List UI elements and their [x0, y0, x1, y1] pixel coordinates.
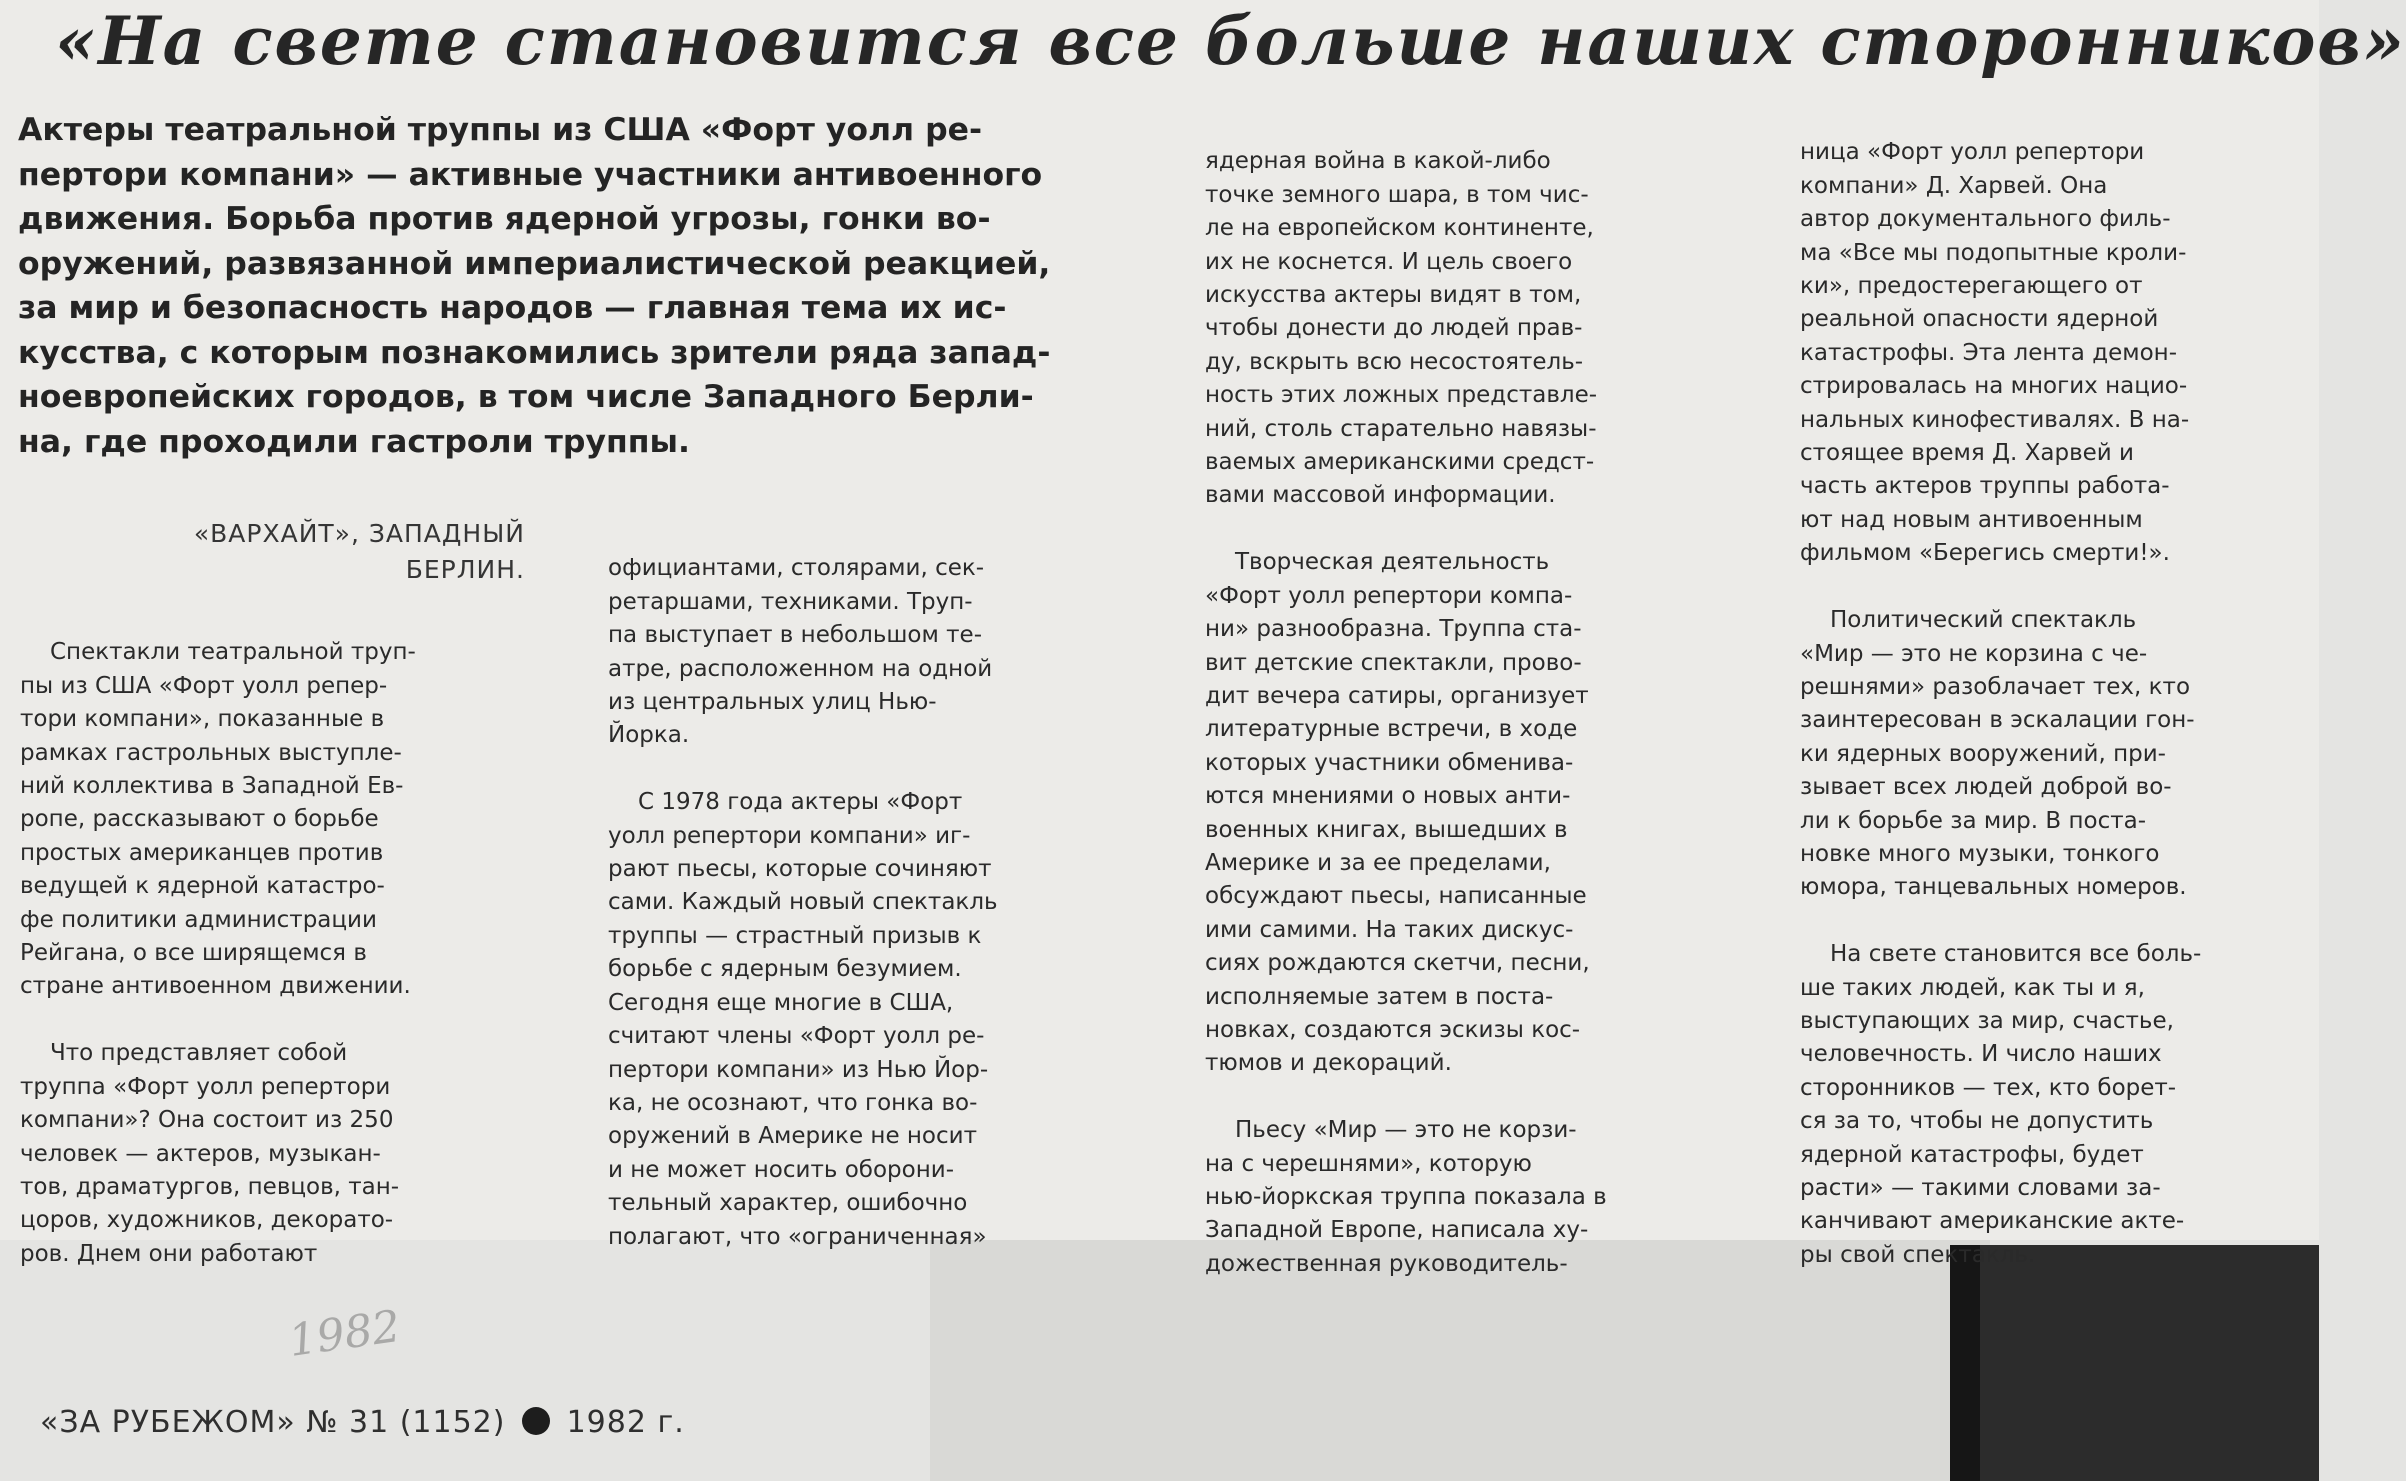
article-headline: «На свете становится все больше наших сторонников»	[55, 2, 2406, 80]
paragraph: Что представляет собой труппа «Форт уолл репертори компани»? Она состоит из 250 человек — актеров, музыкан- тов, драматургов, певцов, тан- цоров, художников, декорато- ров. Днем они работают	[20, 1040, 400, 1267]
paragraph: Пьесу «Мир — это не корзи- на с черешнями», которую нью-йоркская труппа показала в Западной Европе, написала ху- дожественная руководитель-	[1205, 1117, 1607, 1277]
paragraph: На свете становится все боль- ше таких людей, как ты и я, выступающих за мир, счастье, человечность. И число наших сторонников — тех, кто борет- ся за то, чтобы не допустить ядерной катастрофы, будет расти» — такими словами за- канчивают американские акте- ры свой спектакль.	[1800, 941, 2202, 1268]
article-column-2	[608, 519, 1120, 1250]
article-lead: Актеры театральной труппы из США «Форт уолл ре- пертори компани» — активные участники антивоенного движения. Борьба против ядерной угрозы, гонки во- оружений, развязанной империалистической реакцией, за мир и безопасность народов — главная тема их ис- кусства, с которым познакомились зрители ряда запад- ноевропейских городов, в том числе Западного Берли- на, где проходили гастроли труппы.	[18, 112, 1051, 460]
source-citation	[40, 1405, 940, 1455]
handwritten-annotation: 1982	[285, 1300, 404, 1367]
source-year: 1982 г.	[566, 1405, 685, 1440]
source-publication: «ЗА РУБЕЖОМ» № 31 (1152)	[40, 1405, 506, 1440]
article-column-4	[1800, 103, 2305, 1268]
article-byline: «ВАРХАЙТ», ЗАПАДНЫЙ БЕРЛИН.	[193, 519, 525, 584]
article-column-1	[20, 603, 525, 1267]
paragraph: Спектакли театральной труп- пы из США «Форт уолл репер- тори компани», показанные в рамках гастрольных выступле- ний коллектива в Западной Ев- ропе, рассказывают о борьбе простых американцев против ведущей к ядерной катастро- фе политики администрации Рейгана, о все ширящемся в стране антивоенном движении.	[20, 639, 416, 1000]
paragraph: официантами, столярами, сек- ретаршами, техниками. Труп- па выступает в небольшом те- атре, расположенном на одной из центральных улиц Нью- Йорка.	[608, 555, 993, 749]
paragraph: Творческая деятельность «Форт уолл репертори компа- ни» разнообразна. Труппа ста- вит детские спектакли, прово- дит вечера сатиры, организует литературные встречи, в ходе которых участники обменива- ются мнениями о новых анти- военных книгах, вышедших в Америке и за ее пределами, обсуждают пьесы, написанные ими самими. На таких дискус- сиях рождаются скетчи, песни, исполняемые затем в поста- новках, создаются эскизы кос- тюмов и декораций.	[1205, 549, 1590, 1077]
article-column-3	[1205, 112, 1713, 1277]
paragraph: С 1978 года актеры «Форт уолл репертори компани» иг- рают пьесы, которые сочиняют сами. Каждый новый спектакль труппы — страстный призыв к борьбе с ядерным безумием. Сегодня еще многие в США, считают члены «Форт уолл ре- пертори компани» из Нью Йор- ка, не осознают, что гонка во- оружений в Америке не носит и не может носить оборони- тельный характер, ошибочно полагают, что «ограниченная»	[608, 789, 998, 1250]
paragraph: ядерная война в какой-либо точке земного шара, в том чис- ле на европейском континенте, их не коснется. И цель своего искусства актеры видят в том, чтобы донести до людей прав- ду, вскрыть всю несостоятель- ность этих ложных представле- ний, столь старательно навязы- ваемых американскими средст- вами массовой информации.	[1205, 148, 1598, 509]
bullet-dot-icon	[522, 1407, 550, 1435]
paragraph: ница «Форт уолл репертори компани» Д. Харвей. Она автор документального филь- ма «Все мы подопытные кроли- ки», предостерегающего от реальной опасности ядерной катастрофы. Эта лента демон- стрировалась на многих нацио- нальных кинофестивалях. В на- стоящее время Д. Харвей и часть актеров труппы работа- ют над новым антивоенным фильмом «Берегись смерти!».	[1800, 139, 2190, 567]
paragraph: Политический спектакль «Мир — это не корзина с че- решнями» разоблачает тех, кто заинтересован в эскалации гон- ки ядерных вооружений, при- зывает всех людей доброй во- ли к борьбе за мир. В поста- новке много музыки, тонкого юмора, танцевальных номеров.	[1800, 607, 2195, 901]
